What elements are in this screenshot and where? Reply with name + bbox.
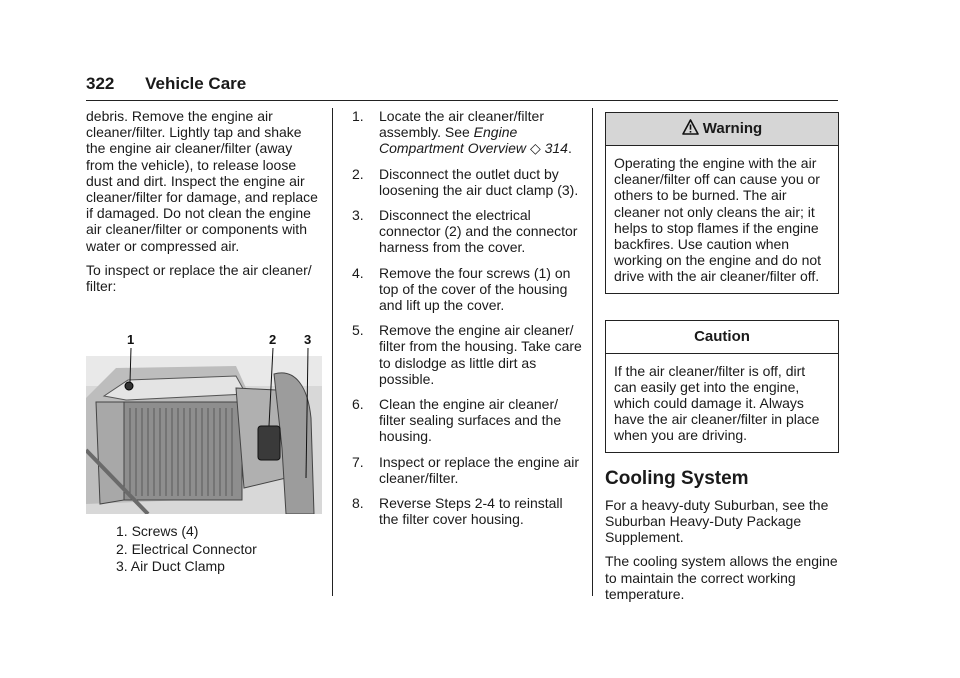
paragraph-inspect-intro: To inspect or replace the air cleaner/ filter: (86, 261, 312, 295)
header-divider (86, 100, 838, 101)
page-number: 322 (86, 74, 115, 93)
list-item (352, 207, 582, 256)
column-divider-1 (332, 108, 333, 596)
caution-text: If the air cleaner/filter is off, dirt can easily get into the engine, which could damage it. Always have the air cleaner/filter in place when you are driving. (614, 362, 820, 444)
engine-compartment-link[interactable]: Engine Compartment Overview (379, 124, 527, 157)
page-title: Vehicle Care (145, 74, 247, 93)
step-text: Clean the engine air cleaner/ filter sealing surfaces and the housing. (379, 396, 562, 445)
warning-triangle-icon (682, 119, 699, 139)
caption-air-duct-clamp: 3. Air Duct Clamp (116, 558, 225, 574)
column-2 (352, 108, 582, 536)
warning-text: Operating the engine with the air cleaner/filter off can cause you or others to be burned. The air cleaner not only cleans the air; it helps to stop flames if the engine backfires. Use caution when working on the engine and do not drive with the air cleaner/filter off. (614, 155, 822, 285)
column-1 (86, 108, 322, 302)
caption-screws: 1. Screws (4) (116, 523, 199, 539)
step-text: Inspect or replace the engine air cleaner/filter. (379, 453, 580, 486)
step-number: 2. (352, 165, 364, 182)
list-item (352, 166, 582, 198)
page-header (86, 74, 246, 94)
step-text: Remove the four screws (1) on top of the cover of the housing and lift up the cover. (379, 264, 571, 314)
list-item: 1. Locate the air cleaner/filter assembly. See Engine Compartment Overview ◇ 314. (352, 108, 572, 157)
air-cleaner-figure (86, 328, 322, 514)
figure-captions (116, 523, 257, 576)
step-text: Remove the engine air cleaner/ filter from the housing. Take care to dislodge as little dirt as possible. (379, 322, 582, 387)
step-number: 4. (352, 264, 364, 281)
warning-title: Warning (702, 119, 763, 137)
page-ref-icon: ◇ (529, 140, 541, 157)
step-text: Disconnect the electrical connector (2) and the connector harness from the cover. (379, 207, 578, 256)
step-text: Locate the air cleaner/filter assembly. See (379, 108, 544, 141)
column-divider-2 (592, 108, 593, 596)
list-item (352, 454, 582, 486)
paragraph-heavy-duty: For a heavy-duty Suburban, see the Suburban Heavy-Duty Package Supplement. (605, 496, 829, 546)
list-item (352, 495, 582, 527)
step-text: Disconnect the outlet duct by loosening the air duct clamp (3). (379, 165, 579, 198)
paragraph-cooling-intro: The cooling system allows the engine to maintain the correct working temperature. (605, 553, 838, 602)
step-number: 3. (352, 207, 364, 224)
column-3 (605, 112, 839, 610)
page-ref[interactable]: 314 (544, 140, 568, 157)
step-number: 6. (352, 396, 364, 413)
air-cleaner-illustration-icon (86, 328, 322, 514)
callout-2: 2 (269, 332, 277, 347)
step-number: 7. (352, 453, 364, 470)
warning-box (605, 112, 839, 294)
caution-header (606, 321, 838, 354)
warning-header (606, 113, 838, 146)
list-item (352, 396, 582, 445)
list-item (352, 322, 582, 387)
procedure-steps (352, 108, 582, 527)
callout-3: 3 (304, 332, 312, 347)
caution-title: Caution (694, 327, 750, 345)
list-item (352, 265, 582, 314)
step-text: Reverse Steps 2-4 to reinstall the filter cover housing. (379, 495, 563, 528)
paragraph-remove-filter: debris. Remove the engine air cleaner/filter. Lightly tap and shake the engine air cleaner/filter (away from the vehicle), to release loose dust and dirt. Inspect the engine air cleaner/filter for damage, and replace if damaged. Do not clean the engine air cleaner/filter or components with water or compressed air. (86, 108, 318, 254)
step-number: 1. (352, 108, 364, 124)
section-title-cooling-system: Cooling System (605, 467, 749, 489)
callout-1: 1 (127, 332, 135, 347)
step-number: 5. (352, 322, 364, 339)
step-number: 8. (352, 495, 364, 512)
caution-box (605, 320, 839, 453)
caption-electrical-connector: 2. Electrical Connector (116, 540, 257, 557)
